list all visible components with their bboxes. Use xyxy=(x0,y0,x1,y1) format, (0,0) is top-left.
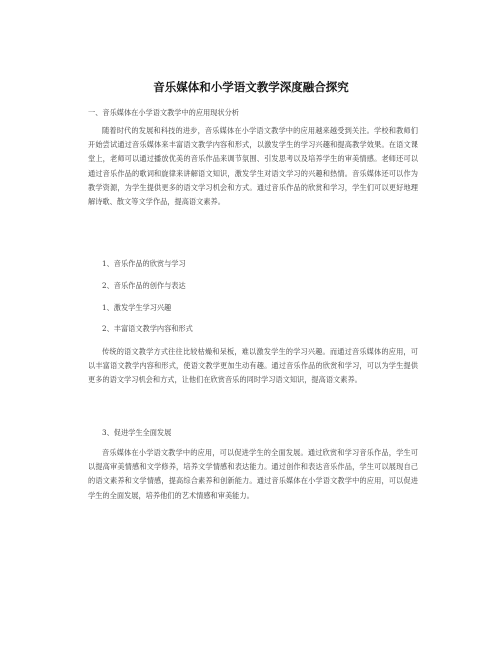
list-item: 1、音乐作品的欣赏与学习 xyxy=(102,259,186,268)
list-item: 1、激发学生学习兴趣 xyxy=(102,303,172,312)
paragraph-1: 随着时代的发展和科技的进步，音乐媒体在小学语文教学中的应用越来越受到关注。学校和教师们开始尝试通过音乐媒体来丰富语文教学内容和形式，以激发学生的学习兴趣和提高教学效果。在语文课堂上，老师可以通过播放优美的音乐作品来调节氛围、引发思考以及培养学生的审美情感。老师还可以通过音乐作品的歌词和旋律来讲解语文知识，激发学生对语文学习的兴趣和热情。音乐媒体还可以作为教学资源，为学生提供更多的语文学习机会和方式。通过音乐作品的欣赏和学习，学生们可以更好地理解诗歌、散文等文学作品，提高语文素养。 xyxy=(88,126,418,207)
list-item: 2、丰富语文教学内容和形式 xyxy=(102,324,193,333)
section-heading-3: 3、促进学生全面发展 xyxy=(102,428,172,437)
section-heading-1: 一、音乐媒体在小学语文教学中的应用现状分析 xyxy=(88,108,239,117)
paragraph-3: 音乐媒体在小学语文教学中的应用，可以促进学生的全面发展。通过欣赏和学习音乐作品，学生可以提高审美情感和文学修养，培养文学情感和表达能力。通过创作和表达音乐作品，学生可以展现自己的语文素养和文学情感，提高综合素养和创新能力。通过音乐媒体在小学语文教学中的应用，可以促进学生的全面发展，培养他们的艺术情感和审美能力。 xyxy=(88,448,418,500)
document-title: 音乐媒体和小学语文教学深度融合探究 xyxy=(153,80,349,94)
list-item: 2、音乐作品的创作与表达 xyxy=(102,281,186,290)
paragraph-2: 传统的语文教学方式往往比较枯燥和呆板，难以激发学生的学习兴趣。而通过音乐媒体的应用，可以丰富语文教学内容和形式，使语文教学更加生动有趣。通过音乐作品的欣赏和学习，可以为学生提供更多的语文学习机会和方式，让他们在欣赏音乐的同时学习语文知识，提高语文素养。 xyxy=(88,347,418,385)
